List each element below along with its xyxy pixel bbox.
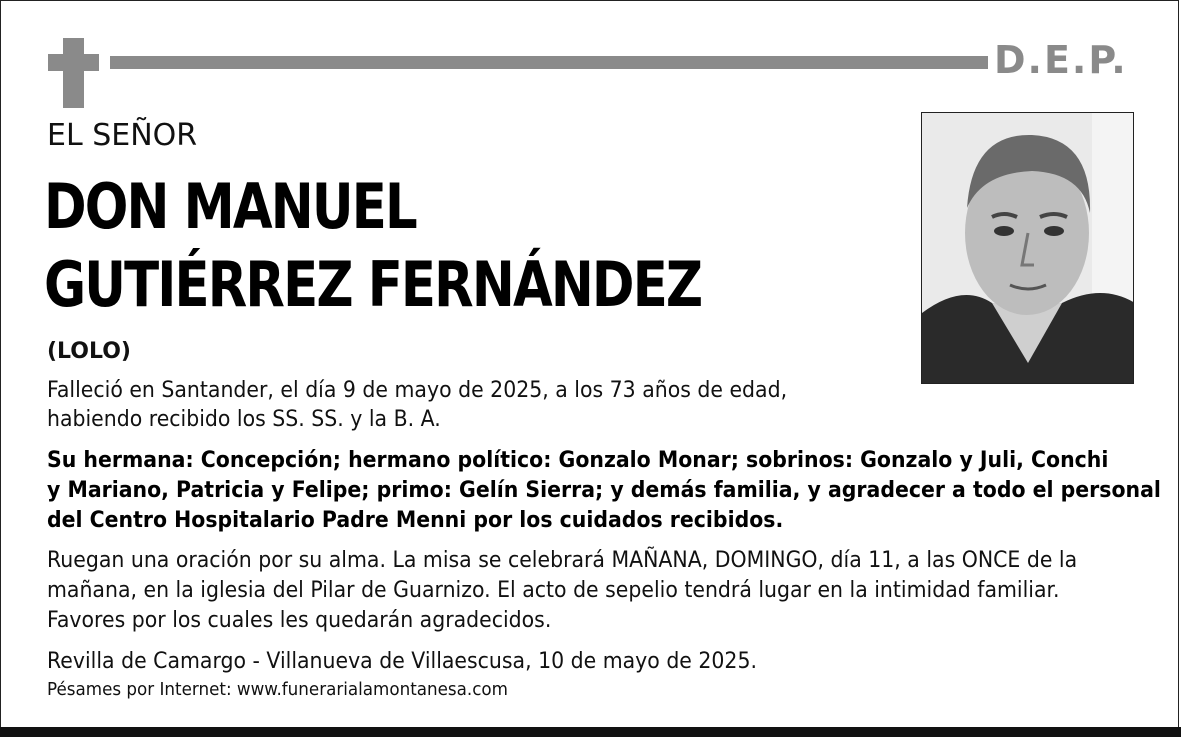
service-line-1: Ruegan una oración por su alma. La misa se celebrará MAÑANA, DOMINGO, día 11, a las ONCE de la [47, 548, 1078, 573]
bottom-border [0, 727, 1181, 737]
family-line-1: Su hermana: Concepción; hermano político: Gonzalo Monar; sobrinos: Gonzalo y Juli, Conchi [47, 448, 1109, 473]
nickname: (LOLO) [47, 339, 131, 364]
header-rule [110, 56, 988, 69]
portrait-image [922, 113, 1134, 384]
family-line-3: del Centro Hospitalario Padre Menni por los cuidados recibidos. [47, 508, 784, 533]
dep-label: D.E.P. [994, 38, 1128, 82]
cross-icon-arm [48, 54, 99, 71]
place-date: Revilla de Camargo - Villanueva de Villaescusa, 10 de mayo de 2025. [47, 649, 757, 674]
family-line-2: y Mariano, Patricia y Felipe; primo: Gelín Sierra; y demás familia, y agradecer a todo el personal [47, 478, 1161, 503]
honorific: EL SEÑOR [47, 118, 198, 153]
condolences-link[interactable]: Pésames por Internet: www.funerarialamontanesa.com [47, 679, 508, 700]
service-line-2: mañana, en la iglesia del Pilar de Guarnizo. El acto de sepelio tendrá lugar en la intimidad familiar. [47, 578, 1060, 603]
name-line-1: DON MANUEL [44, 170, 416, 243]
portrait-photo [921, 112, 1134, 384]
death-notice-line-1: Falleció en Santander, el día 9 de mayo de 2025, a los 73 años de edad, [47, 378, 788, 403]
deceased-name [44, 168, 701, 324]
name-line-2: GUTIÉRREZ FERNÁNDEZ [44, 248, 702, 321]
death-notice-line-2: habiendo recibido los SS. SS. y la B. A. [47, 407, 441, 432]
cross-icon [63, 38, 84, 108]
service-line-3: Favores por los cuales les quedarán agradecidos. [47, 608, 552, 633]
